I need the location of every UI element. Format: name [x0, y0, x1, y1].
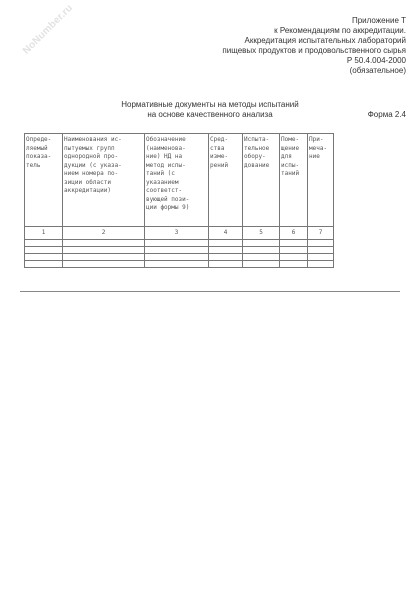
column-number-cell: 2	[63, 227, 145, 240]
column-header-cell	[145, 134, 209, 227]
column-header-cell	[63, 134, 145, 227]
column-header-cell	[25, 134, 63, 227]
column-header-line: однородной про-	[64, 153, 119, 160]
column-header-line: Наименования ис-	[64, 136, 122, 143]
column-number-cell: 1	[25, 227, 63, 240]
column-header-line: Обозначение	[146, 136, 186, 143]
empty-cell	[308, 254, 334, 261]
empty-cell	[280, 240, 308, 247]
column-header-cell	[209, 134, 243, 227]
column-header-line: аккредитации)	[64, 187, 111, 194]
empty-cell	[308, 261, 334, 268]
column-header-line: таний	[281, 170, 300, 177]
empty-cell	[145, 254, 209, 261]
empty-cell	[145, 247, 209, 254]
header-line: Р 50.4.004-2000	[346, 56, 406, 65]
empty-cell	[243, 247, 280, 254]
column-header-line: Сред-	[210, 136, 229, 143]
column-number-cell: 5	[243, 227, 280, 240]
column-header-line: (наименова-	[146, 144, 186, 152]
column-header-line: Поме-	[281, 136, 300, 143]
title-line-2: на основе качественного анализа	[147, 110, 273, 119]
column-header-line: тельное	[244, 144, 270, 152]
column-header-line: ства	[210, 144, 225, 152]
column-number-cell: 4	[209, 227, 243, 240]
column-header-line: При-	[309, 136, 324, 143]
watermark: NoNumber.ru	[20, 2, 76, 57]
empty-cell	[209, 240, 243, 247]
column-header-line: меча-	[309, 144, 328, 152]
column-header-line: испы-	[281, 161, 300, 169]
column-number-cell: 3	[145, 227, 209, 240]
column-header-line: изме-	[210, 153, 229, 160]
header-line: к Рекомендациям по аккредитации.	[274, 26, 406, 35]
empty-cell	[308, 247, 334, 254]
empty-cell	[63, 261, 145, 268]
empty-cell	[25, 247, 63, 254]
document-title	[0, 100, 420, 120]
column-header-line: ляемый	[26, 144, 48, 152]
empty-cell	[280, 261, 308, 268]
empty-cell	[243, 240, 280, 247]
empty-cell	[145, 240, 209, 247]
column-header-line: вующей пози-	[146, 195, 190, 203]
column-header-line: нием номера по-	[64, 170, 119, 177]
empty-cell	[63, 240, 145, 247]
header-line: пищевых продуктов и продовольственного сырья	[222, 46, 406, 55]
column-header-line: рений	[210, 161, 229, 169]
table-header-row	[25, 134, 334, 227]
column-header-line: Опреде-	[26, 136, 52, 143]
empty-cell	[25, 240, 63, 247]
empty-cell	[25, 261, 63, 268]
empty-cell	[25, 254, 63, 261]
empty-cell	[209, 247, 243, 254]
title-line-1: Нормативные документы на методы испытаний	[121, 100, 299, 109]
empty-cell	[280, 247, 308, 254]
column-header-line: таний (с	[146, 170, 175, 177]
column-header-line: ние) НД на	[146, 153, 183, 160]
column-header-line: ции формы 9)	[146, 204, 190, 211]
column-header-line: дование	[244, 161, 270, 169]
column-header-line: зиции области	[64, 178, 111, 186]
empty-cell	[209, 254, 243, 261]
table-row	[25, 240, 334, 247]
column-header-line: соответст-	[146, 187, 183, 194]
column-header-line: для	[281, 153, 292, 160]
empty-cell	[243, 261, 280, 268]
column-header-line: метод испы-	[146, 161, 186, 169]
column-header-cell	[308, 134, 334, 227]
form-table	[24, 133, 334, 268]
column-number-row	[25, 227, 334, 240]
column-header-line: ние	[309, 153, 320, 160]
column-number-cell: 6	[280, 227, 308, 240]
column-header-line: показа-	[26, 153, 52, 160]
empty-cell	[280, 254, 308, 261]
appendix-header	[106, 16, 406, 76]
column-header-line: дукции (с указа-	[64, 161, 122, 169]
table-row	[25, 254, 334, 261]
header-line: Аккредитация испытательных лабораторий	[244, 36, 406, 45]
header-line: (обязательное)	[349, 66, 406, 75]
header-line: Приложение Т	[351, 16, 406, 25]
column-header-line: обору-	[244, 153, 266, 160]
form-number: Форма 2.4	[367, 110, 406, 119]
column-number-cell: 7	[308, 227, 334, 240]
empty-cell	[243, 254, 280, 261]
empty-cell	[209, 261, 243, 268]
column-header-line: тель	[26, 161, 41, 169]
empty-cell	[308, 240, 334, 247]
column-header-line: указанием	[146, 178, 179, 186]
column-header-line: Испыта-	[244, 136, 270, 143]
empty-cell	[63, 254, 145, 261]
column-header-cell	[243, 134, 280, 227]
empty-cell	[145, 261, 209, 268]
empty-cell	[63, 247, 145, 254]
table-row	[25, 261, 334, 268]
column-header-line: щение	[281, 144, 300, 152]
column-header-line: пытуемых групп	[64, 144, 115, 152]
table-row	[25, 247, 334, 254]
column-header-cell	[280, 134, 308, 227]
horizontal-rule	[20, 291, 400, 292]
